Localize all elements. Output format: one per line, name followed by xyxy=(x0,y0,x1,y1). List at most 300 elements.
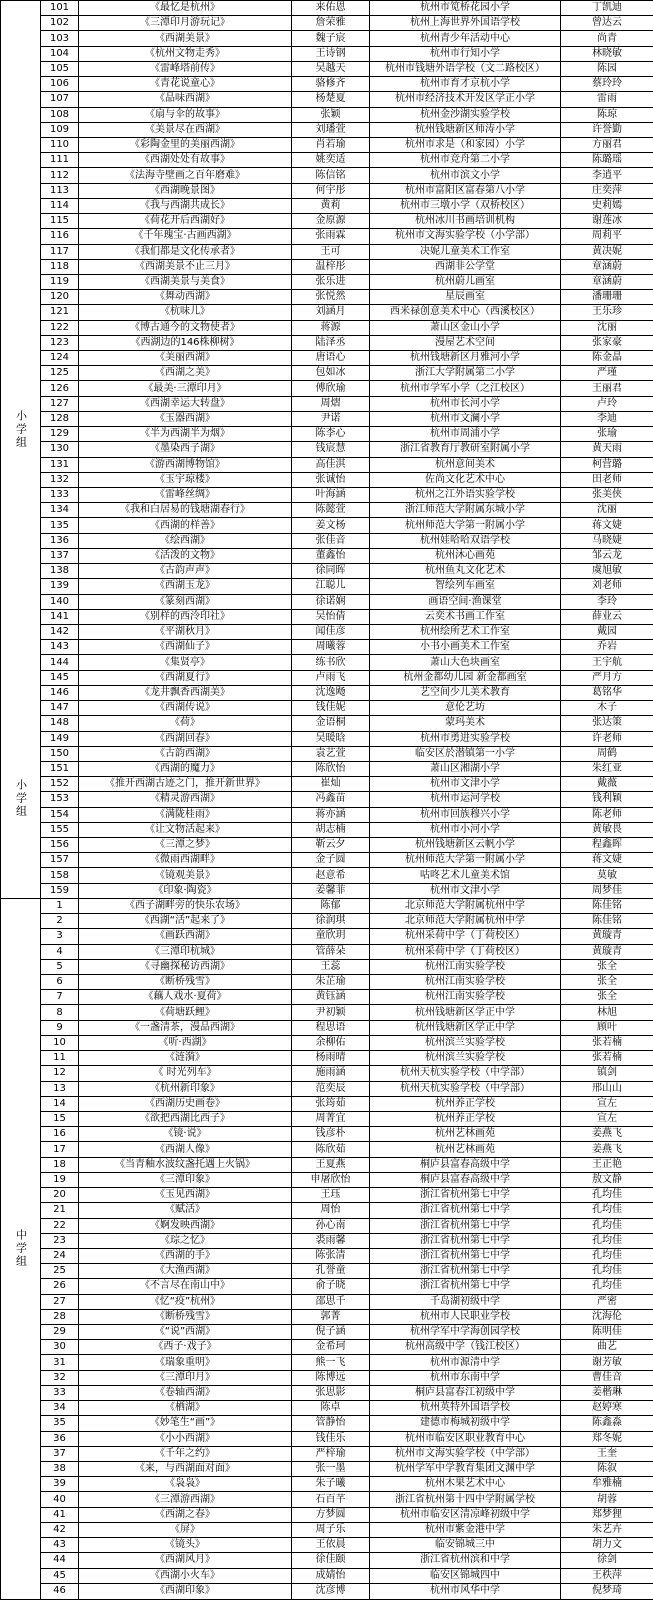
cell-number: 18 xyxy=(41,1157,79,1172)
cell-author: 蒋亦涵 xyxy=(292,807,370,822)
cell-author: 王珏 xyxy=(292,1188,370,1203)
cell-author: 陈卓 xyxy=(292,1401,370,1416)
table-row xyxy=(1,564,653,579)
cell-teacher: 尚青 xyxy=(561,31,653,46)
cell-teacher: 谢莲冰 xyxy=(561,214,653,229)
cell-number: 14 xyxy=(41,1096,79,1111)
cell-title: 《小小西湖》 xyxy=(79,1431,292,1446)
table-row xyxy=(1,1096,653,1111)
cell-title: 《青花说童心》 xyxy=(79,77,292,92)
cell-author: 陆泽丞 xyxy=(292,335,370,350)
cell-teacher: 孔均佳 xyxy=(561,1218,653,1233)
cell-teacher: 沈海伦 xyxy=(561,1309,653,1324)
cell-title: 《千年之约》 xyxy=(79,1446,292,1461)
cell-title: 《西湖处处有故事》 xyxy=(79,153,292,168)
cell-title: 《最美·三潭印月》 xyxy=(79,381,292,396)
cell-school: 浙江省杭州第七中学 xyxy=(370,1203,561,1218)
cell-number: 116 xyxy=(41,229,79,244)
cell-author: 吴怡倩 xyxy=(292,609,370,624)
table-row xyxy=(1,1264,653,1279)
cell-title: 《推开西湖古迹之门，推开新世界》 xyxy=(79,777,292,792)
cell-number: 127 xyxy=(41,396,79,411)
cell-title: 《我与西湖共成长》 xyxy=(79,198,292,213)
cell-author: 姜文杨 xyxy=(292,518,370,533)
table-row xyxy=(1,868,653,883)
cell-school: 浙江省教育厅教研室附属小学 xyxy=(370,442,561,457)
cell-number: 145 xyxy=(41,670,79,685)
cell-title: 《欲把西湖比西子》 xyxy=(79,1111,292,1126)
cell-author: 周怡 xyxy=(292,1203,370,1218)
cell-number: 20 xyxy=(41,1188,79,1203)
cell-author: 陈张清 xyxy=(292,1248,370,1263)
cell-number: 5 xyxy=(41,959,79,974)
cell-school: 漫屋艺术空间 xyxy=(370,335,561,350)
cell-teacher: 刘老师 xyxy=(561,579,653,594)
cell-teacher: 王正艳 xyxy=(561,1157,653,1172)
table-row xyxy=(1,640,653,655)
cell-author: 张悦然 xyxy=(292,290,370,305)
cell-title: 《扇与伞的故事》 xyxy=(79,107,292,122)
cell-title: 《法海寺壁画之百年磨难》 xyxy=(79,168,292,183)
table-row xyxy=(1,1507,653,1522)
table-row xyxy=(1,838,653,853)
cell-author: 石百芊 xyxy=(292,1492,370,1507)
cell-teacher: 张瑜 xyxy=(561,427,653,442)
cell-teacher: 黄璇青 xyxy=(561,944,653,959)
cell-teacher: 戴薇 xyxy=(561,777,653,792)
cell-school: 杭州市回族穆兴小学 xyxy=(370,807,561,822)
cell-number: 16 xyxy=(41,1127,79,1142)
cell-school: 杭州市钱塘外语学校（文二路校区） xyxy=(370,61,561,76)
cell-school: 萧山区湘湖小学 xyxy=(370,761,561,776)
cell-number: 123 xyxy=(41,335,79,350)
cell-teacher: 黄敏畏 xyxy=(561,822,653,837)
cell-title: 《活泼的文物》 xyxy=(79,548,292,563)
cell-number: 44 xyxy=(41,1553,79,1568)
cell-title: 《西湖夏行》 xyxy=(79,670,292,685)
cell-number: 147 xyxy=(41,701,79,716)
cell-number: 24 xyxy=(41,1248,79,1263)
table-row xyxy=(1,244,653,259)
cell-number: 22 xyxy=(41,1218,79,1233)
cell-number: 105 xyxy=(41,61,79,76)
cell-teacher: 姜燕飞 xyxy=(561,1127,653,1142)
cell-teacher: 陈金晶 xyxy=(561,351,653,366)
cell-teacher: 田老师 xyxy=(561,472,653,487)
cell-school: 杭州市临安区职业教育中心 xyxy=(370,1431,561,1446)
cell-number: 4 xyxy=(41,944,79,959)
cell-school: 星辰画室 xyxy=(370,290,561,305)
cell-school: 杭州养正学校 xyxy=(370,1096,561,1111)
cell-teacher: 邢山山 xyxy=(561,1081,653,1096)
cell-author: 徐佳颐 xyxy=(292,1553,370,1568)
cell-title: 《不言尽在南山中》 xyxy=(79,1279,292,1294)
table-row xyxy=(1,1,653,16)
cell-title: 《镜头》 xyxy=(79,1538,292,1553)
cell-author: 周子乐 xyxy=(292,1522,370,1537)
cell-author: 陈郁 xyxy=(292,898,370,913)
cell-school: 浙江省杭州滨和中学 xyxy=(370,1553,561,1568)
cell-school: 杭州江南实验学校 xyxy=(370,990,561,1005)
cell-title: 《荷塘跃鲤》 xyxy=(79,1005,292,1020)
cell-author: 陈欣茹 xyxy=(292,1142,370,1157)
table-row xyxy=(1,1370,653,1385)
cell-title: 《印象·陶瓷》 xyxy=(79,883,292,898)
cell-school: 杭州天杭实验学校（中学部） xyxy=(370,1081,561,1096)
cell-title: 《西子·戏子》 xyxy=(79,1340,292,1355)
cell-number: 25 xyxy=(41,1264,79,1279)
cell-title: 《彩陶金里的美丽西湖》 xyxy=(79,137,292,152)
cell-teacher: 张全 xyxy=(561,959,653,974)
cell-teacher: 钱利颖 xyxy=(561,792,653,807)
table-row xyxy=(1,1446,653,1461)
cell-number: 121 xyxy=(41,305,79,320)
cell-author: 肖若瑜 xyxy=(292,137,370,152)
cell-author: 江聪儿 xyxy=(292,579,370,594)
cell-teacher: 朱红亚 xyxy=(561,761,653,776)
cell-teacher: 沈丽 xyxy=(561,503,653,518)
cell-number: 128 xyxy=(41,411,79,426)
cell-number: 3 xyxy=(41,929,79,944)
cell-school: 杭州市文津小学 xyxy=(370,777,561,792)
table-row xyxy=(1,320,653,335)
cell-title: 《袅袅》 xyxy=(79,1477,292,1492)
cell-teacher: 孔均佳 xyxy=(561,1279,653,1294)
cell-number: 158 xyxy=(41,868,79,883)
cell-school: 杭州木果艺术中心 xyxy=(370,1477,561,1492)
cell-title: 《微雨西湖畔》 xyxy=(79,853,292,868)
table-row xyxy=(1,1416,653,1431)
cell-author: 余柳佑 xyxy=(292,1035,370,1050)
cell-title: 《雷峰丝绸》 xyxy=(79,488,292,503)
cell-teacher: 王丽君 xyxy=(561,381,653,396)
cell-school: 佐尚文化艺术中心 xyxy=(370,472,561,487)
cell-title: 《西子湖畔旁的快乐农场》 xyxy=(79,898,292,913)
cell-number: 120 xyxy=(41,290,79,305)
cell-school: 浙江省杭州第七中学 xyxy=(370,1248,561,1263)
cell-school: 杭州市文海实验学校（小学部） xyxy=(370,229,561,244)
table-row xyxy=(1,457,653,472)
cell-author: 陈博远 xyxy=(292,1370,370,1385)
cell-teacher: 孔均佳 xyxy=(561,1233,653,1248)
cell-number: 118 xyxy=(41,259,79,274)
table-row xyxy=(1,1020,653,1035)
cell-author: 程思语 xyxy=(292,1020,370,1035)
table-row xyxy=(1,1035,653,1050)
cell-school: 杭州市笕桥花园小学 xyxy=(370,1,561,16)
table-row xyxy=(1,1309,653,1324)
cell-teacher: 张达策 xyxy=(561,716,653,731)
cell-number: 30 xyxy=(41,1340,79,1355)
cell-teacher: 镇剑 xyxy=(561,1066,653,1081)
table-row xyxy=(1,579,653,594)
cell-author: 沈彦博 xyxy=(292,1583,370,1599)
cell-school: 杭州市求是（和家园）小学 xyxy=(370,137,561,152)
cell-number: 29 xyxy=(41,1325,79,1340)
cell-author: 袁艺萱 xyxy=(292,746,370,761)
cell-teacher: 丁凯迪 xyxy=(561,1,653,16)
cell-teacher: 陈琼 xyxy=(561,107,653,122)
cell-author: 黄钰涵 xyxy=(292,990,370,1005)
cell-teacher: 姜燕飞 xyxy=(561,1142,653,1157)
cell-author: 申屠欣怡 xyxy=(292,1172,370,1187)
cell-title: 《我们都是文化传承者》 xyxy=(79,244,292,259)
cell-number: 146 xyxy=(41,685,79,700)
cell-title: 《忆“疫”杭州》 xyxy=(79,1294,292,1309)
cell-school: 杭州市紫金港中学 xyxy=(370,1522,561,1537)
cell-number: 10 xyxy=(41,1035,79,1050)
cell-number: 109 xyxy=(41,122,79,137)
cell-author: 靳云夕 xyxy=(292,838,370,853)
cell-title: 《“说”西湖》 xyxy=(79,1325,292,1340)
cell-author: 陈欣怡 xyxy=(292,761,370,776)
cell-title: 《舞动西湖》 xyxy=(79,290,292,305)
cell-teacher: 孔均佳 xyxy=(561,1203,653,1218)
cell-school: 临安区於潜镇第一小学 xyxy=(370,746,561,761)
cell-author: 周曦蓉 xyxy=(292,640,370,655)
cell-teacher: 胡力文 xyxy=(561,1538,653,1553)
cell-teacher: 李迪 xyxy=(561,411,653,426)
table-row xyxy=(1,1492,653,1507)
cell-number: 136 xyxy=(41,533,79,548)
cell-author: 王蕊 xyxy=(292,959,370,974)
table-row xyxy=(1,214,653,229)
table-row xyxy=(1,1157,653,1172)
cell-school: 杭州钱塘新区学正中学 xyxy=(370,1005,561,1020)
cell-title: 《平湖秋月》 xyxy=(79,624,292,639)
cell-number: 152 xyxy=(41,777,79,792)
cell-author: 王依晨 xyxy=(292,1538,370,1553)
cell-title: 《 时光列车》 xyxy=(79,1066,292,1081)
cell-teacher: 黄决妮 xyxy=(561,244,653,259)
table-row xyxy=(1,16,653,31)
cell-title: 《西湖幸运大转盘》 xyxy=(79,396,292,411)
cell-title: 《半为西湖半为烟》 xyxy=(79,427,292,442)
cell-teacher: 孔均佳 xyxy=(561,1188,653,1203)
cell-teacher: 陈佳铭 xyxy=(561,898,653,913)
group-label-primary-top: 小学组 xyxy=(14,410,28,450)
cell-title: 《荷》 xyxy=(79,716,292,731)
table-row xyxy=(1,1233,653,1248)
cell-teacher: 陈明佳 xyxy=(561,1325,653,1340)
cell-author: 董鑫怡 xyxy=(292,548,370,563)
cell-school: 杭州沐心画苑 xyxy=(370,548,561,563)
cell-school: 杭州市人民职业学校 xyxy=(370,1309,561,1324)
cell-title: 《西湖人像》 xyxy=(79,1142,292,1157)
cell-author: 童欣玥 xyxy=(292,929,370,944)
table-row xyxy=(1,1355,653,1370)
cell-teacher: 马晓婕 xyxy=(561,533,653,548)
cell-title: 《来，与西湖面对面》 xyxy=(79,1462,292,1477)
cell-school: 云奕术书画工作室 xyxy=(370,609,561,624)
table-row xyxy=(1,1188,653,1203)
cell-school: 杭州市文海实验学校（中学部） xyxy=(370,1446,561,1461)
cell-title: 《断桥残雪》 xyxy=(79,1309,292,1324)
table-row xyxy=(1,1340,653,1355)
cell-title: 《美景尽在西湖》 xyxy=(79,122,292,137)
cell-author: 张颖 xyxy=(292,107,370,122)
cell-teacher: 卢玲 xyxy=(561,396,653,411)
cell-title: 《西湖边的146株柳树》 xyxy=(79,335,292,350)
cell-number: 21 xyxy=(41,1203,79,1218)
cell-teacher: 王秩萍 xyxy=(561,1568,653,1583)
cell-title: 《三潭印月》 xyxy=(79,1370,292,1385)
table-row xyxy=(1,1431,653,1446)
cell-author: 成婧怡 xyxy=(292,1568,370,1583)
cell-school: 浙江师范大学附属东城小学 xyxy=(370,503,561,518)
cell-teacher: 徐剑 xyxy=(561,1553,653,1568)
cell-teacher: 柯营璐 xyxy=(561,457,653,472)
table-row xyxy=(1,92,653,107)
table-row xyxy=(1,366,653,381)
table-row xyxy=(1,503,653,518)
table-row xyxy=(1,396,653,411)
table-row xyxy=(1,1203,653,1218)
cell-teacher: 庄奕萍 xyxy=(561,183,653,198)
cell-teacher: 木子 xyxy=(561,701,653,716)
cell-number: 125 xyxy=(41,366,79,381)
table-row xyxy=(1,792,653,807)
table-row xyxy=(1,1081,653,1096)
table-row xyxy=(1,959,653,974)
cell-number: 43 xyxy=(41,1538,79,1553)
cell-author: 郭菁 xyxy=(292,1309,370,1324)
cell-school: 杭州意间美术 xyxy=(370,457,561,472)
cell-author: 徐同晖 xyxy=(292,564,370,579)
cell-teacher: 潘珊珊 xyxy=(561,290,653,305)
table-row xyxy=(1,990,653,1005)
cell-number: 104 xyxy=(41,46,79,61)
cell-author: 倪子涵 xyxy=(292,1325,370,1340)
table-row xyxy=(1,137,653,152)
cell-school: 杭州市文澜小学 xyxy=(370,411,561,426)
cell-title: 《听·西湖》 xyxy=(79,1035,292,1050)
table-row xyxy=(1,183,653,198)
cell-number: 142 xyxy=(41,624,79,639)
cell-teacher: 张全 xyxy=(561,990,653,1005)
cell-number: 157 xyxy=(41,853,79,868)
table-row xyxy=(1,594,653,609)
group-label-primary xyxy=(1,1,41,899)
cell-author: 包如冰 xyxy=(292,366,370,381)
cell-author: 高佳淇 xyxy=(292,457,370,472)
table-row xyxy=(1,898,653,913)
cell-title: 《西湖传说》 xyxy=(79,701,292,716)
table-row xyxy=(1,716,653,731)
cell-number: 159 xyxy=(41,883,79,898)
cell-school: 杭州之江外语实验学校 xyxy=(370,488,561,503)
cell-title: 《龙井飘香西湖美》 xyxy=(79,685,292,700)
cell-title: 《杭州新印象》 xyxy=(79,1081,292,1096)
cell-number: 143 xyxy=(41,640,79,655)
table-row xyxy=(1,77,653,92)
cell-title: 《三潭游西湖》 xyxy=(79,1492,292,1507)
cell-school: 杭州市长河小学 xyxy=(370,396,561,411)
table-row xyxy=(1,1142,653,1157)
table-row xyxy=(1,853,653,868)
cell-number: 134 xyxy=(41,503,79,518)
cell-teacher: 王乐珍 xyxy=(561,305,653,320)
table-row xyxy=(1,61,653,76)
cell-number: 28 xyxy=(41,1309,79,1324)
cell-school: 艺空间少儿美术教育 xyxy=(370,685,561,700)
cell-school: 浙江省杭州第七中学 xyxy=(370,1233,561,1248)
cell-school: 杭州市三墩小学（双桥校区） xyxy=(370,198,561,213)
cell-title: 《藕人戏水·夏荷》 xyxy=(79,990,292,1005)
cell-teacher: 陈鑫淼 xyxy=(561,1416,653,1431)
cell-school: 杭州市经济技术开发区学正小学 xyxy=(370,92,561,107)
cell-number: 154 xyxy=(41,807,79,822)
cell-author: 钱佳乐 xyxy=(292,1431,370,1446)
cell-author: 严梓瑜 xyxy=(292,1446,370,1461)
cell-teacher: 薛业云 xyxy=(561,609,653,624)
cell-author: 张佳音 xyxy=(292,533,370,548)
cell-school: 画语空间·渔课堂 xyxy=(370,594,561,609)
cell-school: 杭州市源清中学 xyxy=(370,1355,561,1370)
cell-title: 《妙笔生“画”》 xyxy=(79,1416,292,1431)
cell-teacher: 陈佳铭 xyxy=(561,914,653,929)
cell-school: 杭州市风华中学 xyxy=(370,1583,561,1599)
cell-author: 张一墨 xyxy=(292,1462,370,1477)
cell-teacher: 谢芳敏 xyxy=(561,1355,653,1370)
cell-number: 11 xyxy=(41,1051,79,1066)
cell-teacher: 郑冬妮 xyxy=(561,1431,653,1446)
cell-school: 杭州采荷中学（丁荷校区） xyxy=(370,944,561,959)
cell-title: 《西湖美景》 xyxy=(79,31,292,46)
cell-author: 张诚怡 xyxy=(292,472,370,487)
cell-author: 王可 xyxy=(292,244,370,259)
cell-teacher: 姜楷琳 xyxy=(561,1385,653,1400)
cell-title: 《精灵游西湖》 xyxy=(79,792,292,807)
cell-school: 杭州钱塘新区月雅河小学 xyxy=(370,351,561,366)
group-label-primary-mid: 小学组 xyxy=(14,779,28,819)
cell-author: 刘涵月 xyxy=(292,305,370,320)
table-row xyxy=(1,305,653,320)
cell-number: 151 xyxy=(41,761,79,776)
table-row xyxy=(1,746,653,761)
table-row xyxy=(1,1553,653,1568)
cell-teacher: 李玲 xyxy=(561,594,653,609)
cell-author: 周菁宜 xyxy=(292,1111,370,1126)
cell-number: 122 xyxy=(41,320,79,335)
cell-number: 2 xyxy=(41,914,79,929)
cell-teacher: 虞旭敏 xyxy=(561,564,653,579)
cell-title: 《杭味儿》 xyxy=(79,305,292,320)
cell-school: 杭州市周浦小学 xyxy=(370,427,561,442)
table-row xyxy=(1,1294,653,1309)
cell-school: 杭州蔚儿画室 xyxy=(370,274,561,289)
cell-school: 杭州市育才京杭小学 xyxy=(370,77,561,92)
table-row xyxy=(1,427,653,442)
table-row xyxy=(1,168,653,183)
cell-number: 106 xyxy=(41,77,79,92)
cell-title: 《三潭印象》 xyxy=(79,1172,292,1187)
cell-author: 杨雨晴 xyxy=(292,1051,370,1066)
cell-title: 《西湖玉龙》 xyxy=(79,579,292,594)
cell-author: 张雨霖 xyxy=(292,229,370,244)
cell-title: 《游西湖博物馆》 xyxy=(79,457,292,472)
cell-teacher: 朱艺卉 xyxy=(561,1522,653,1537)
cell-number: 102 xyxy=(41,16,79,31)
cell-author: 叶海涵 xyxy=(292,488,370,503)
table-row xyxy=(1,442,653,457)
cell-title: 《别样的西泠印社》 xyxy=(79,609,292,624)
cell-school: 杭州冰川书画培训机构 xyxy=(370,214,561,229)
cell-author: 唐语心 xyxy=(292,351,370,366)
cell-number: 23 xyxy=(41,1233,79,1248)
table-row xyxy=(1,381,653,396)
cell-school: 北京师范大学附属杭州中学 xyxy=(370,914,561,929)
